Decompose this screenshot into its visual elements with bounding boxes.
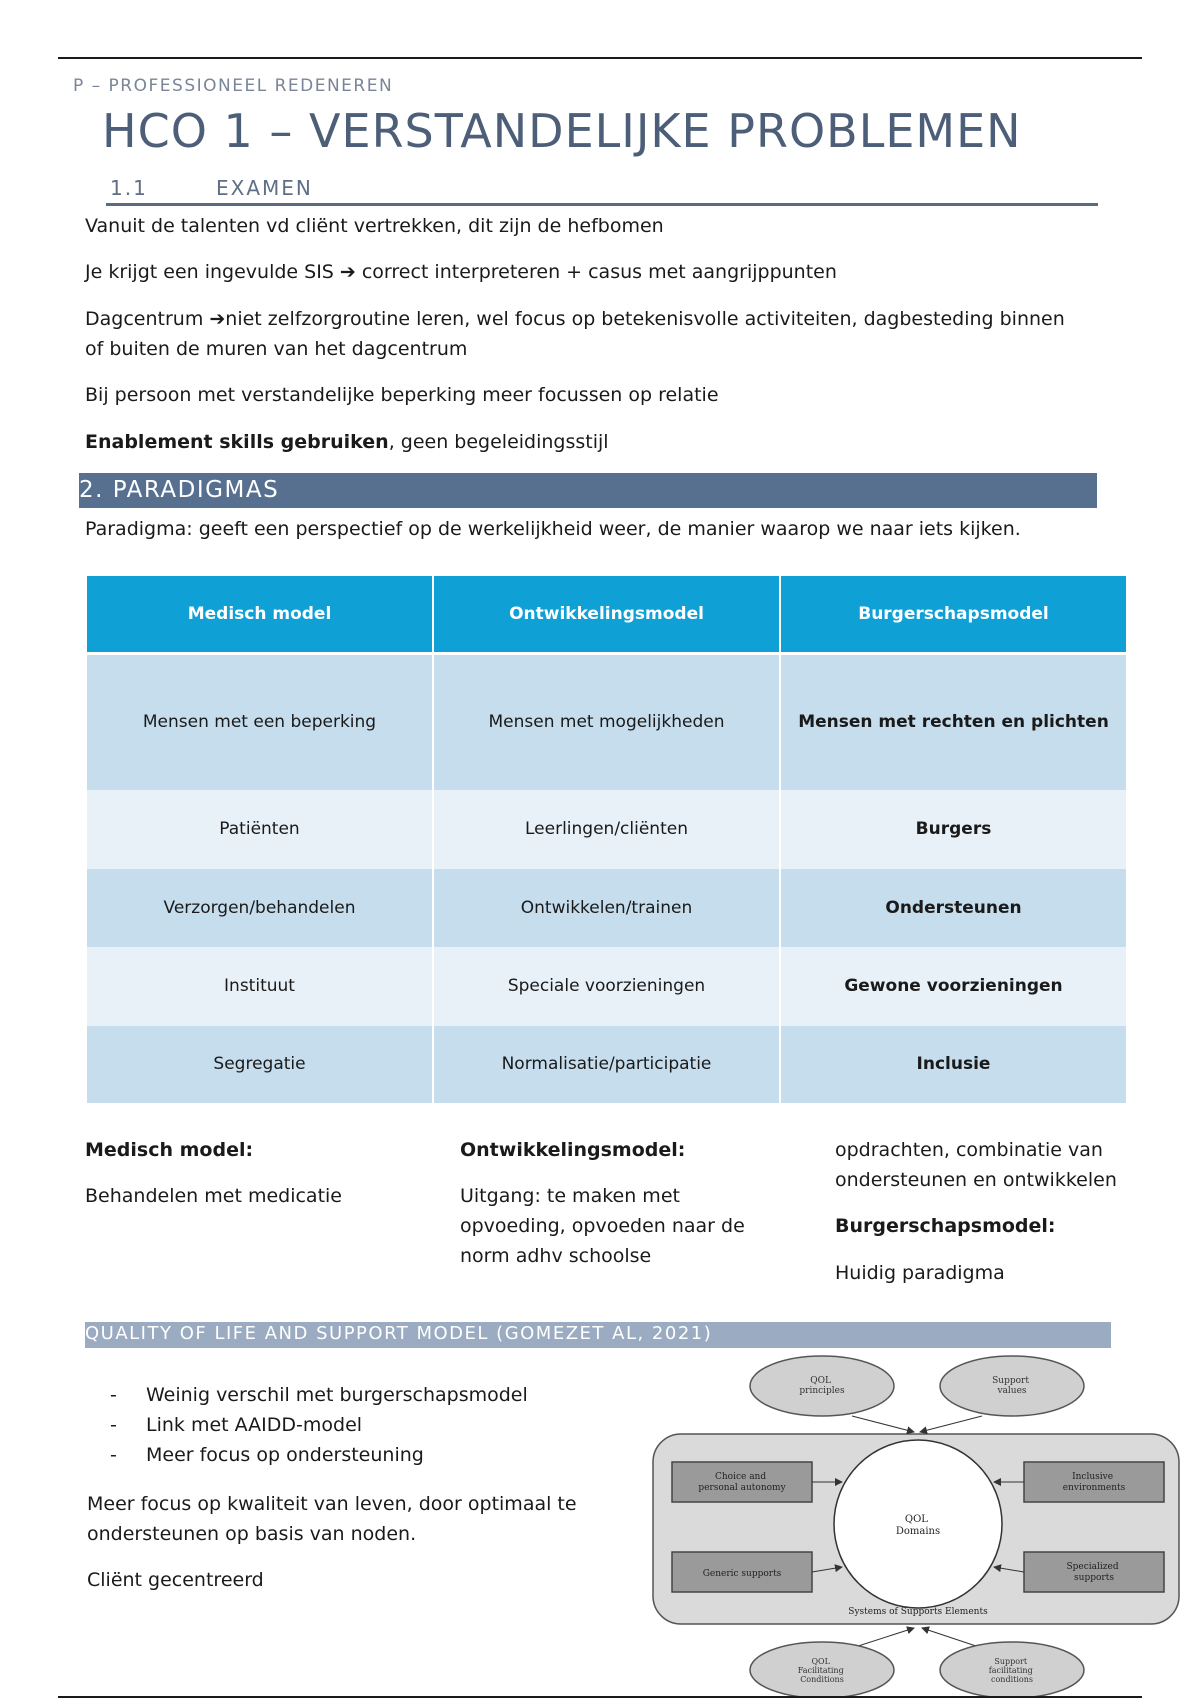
- qol-domains-label: QOL Domains: [895, 1514, 941, 1537]
- ontwikkelingsmodel-text-2: opvoeding, opvoeden naar de: [460, 1215, 745, 1237]
- choice-autonomy-label: Choice and personal autonomy: [698, 1472, 786, 1493]
- section-number: 1.1: [110, 176, 148, 200]
- medisch-model-text: Behandelen met medicatie: [85, 1185, 342, 1207]
- list-item-text: Meer focus op ondersteuning: [146, 1444, 424, 1466]
- table-row: [86, 947, 1127, 1026]
- support-facilitating-conditions-label: Support facilitating conditions: [988, 1657, 1033, 1684]
- table-cell: Mensen met rechten en plichten: [780, 654, 1127, 790]
- table-header-burgerschap: Burgerschapsmodel: [780, 576, 1127, 654]
- table-cell: Leerlingen/cliënten: [433, 790, 780, 869]
- examen-paragraph-1: Vanuit de talenten vd cliënt vertrekken, dit zijn de hefbomen: [85, 215, 664, 237]
- qol-support-model-diagram: [652, 1352, 1180, 1697]
- support-values-label: Support values: [992, 1376, 1029, 1396]
- enablement-skills-rest: , geen begeleidingsstijl: [388, 431, 609, 453]
- table-header-row: [86, 576, 1127, 654]
- qol-heading: QUALITY OF LIFE AND SUPPORT MODEL (GOMEZET AL, 2021): [85, 1323, 713, 1344]
- list-item-text: Link met AAIDD-model: [146, 1414, 363, 1436]
- table-cell: Inclusie: [780, 1026, 1127, 1103]
- paradigms-table: [85, 576, 1128, 1103]
- table-cell: Mensen met een beperking: [86, 654, 433, 790]
- qol-facilitating-conditions-label: QOL Facilitating Conditions: [797, 1657, 844, 1684]
- paradigmas-heading: 2. PARADIGMAS: [79, 477, 280, 503]
- table-header-ontwikkeling: Ontwikkelingsmodel: [433, 576, 780, 654]
- ontwikkelingsmodel-text-3: norm adhv schoolse: [460, 1245, 652, 1267]
- table-cell: Normalisatie/participatie: [433, 1026, 780, 1103]
- systems-of-supports-label: Systems of Supports Elements: [848, 1607, 988, 1617]
- table-row: [86, 1026, 1127, 1103]
- table-cell: Burgers: [780, 790, 1127, 869]
- specialized-supports-box: [1024, 1552, 1164, 1592]
- ontwikkelingsmodel-continued-2: ondersteunen en ontwikkelen: [835, 1169, 1117, 1191]
- table-cell: Ontwikkelen/trainen: [433, 869, 780, 947]
- burgerschapsmodel-title: Burgerschapsmodel:: [835, 1215, 1056, 1237]
- burgerschapsmodel-text: Huidig paradigma: [835, 1262, 1005, 1284]
- qol-principles-label: QOL principles: [799, 1376, 845, 1396]
- table-row: [86, 869, 1127, 947]
- qol-paragraph-1b: ondersteunen op basis van noden.: [87, 1523, 417, 1545]
- table-cell: Instituut: [86, 947, 433, 1026]
- qol-bullet-list: [110, 1380, 528, 1470]
- table-row: [86, 790, 1127, 869]
- specialized-supports-label: Specialized supports: [1066, 1562, 1119, 1583]
- table-row: [86, 654, 1127, 790]
- examen-paragraph-4: Bij persoon met verstandelijke beperking meer focussen op relatie: [85, 384, 719, 406]
- table-cell: Patiënten: [86, 790, 433, 869]
- table-cell: Verzorgen/behandelen: [86, 869, 433, 947]
- page-title: HCO 1 – VERSTANDELIJKE PROBLEMEN: [102, 104, 1022, 158]
- list-item: - Link met AAIDD-model: [110, 1414, 363, 1436]
- bottom-rule: [58, 1696, 1142, 1698]
- running-head: P – PROFESSIONEEL REDENEREN: [73, 76, 394, 96]
- section-title: EXAMEN: [216, 176, 313, 200]
- examen-paragraph-5: [85, 427, 1095, 457]
- generic-supports-label: Generic supports: [702, 1569, 782, 1579]
- list-item: - Weinig verschil met burgerschapsmodel: [110, 1384, 528, 1406]
- table-cell: Segregatie: [86, 1026, 433, 1103]
- qol-paragraph-1a: Meer focus op kwaliteit van leven, door optimaal te: [87, 1493, 577, 1515]
- qol-paragraph-2: Cliënt gecentreerd: [87, 1569, 264, 1591]
- examen-paragraph-2: Je krijgt een ingevulde SIS ➔ correct interpreteren + casus met aangrijppunten: [85, 261, 837, 283]
- choice-autonomy-box: [672, 1462, 812, 1502]
- table-cell: Gewone voorzieningen: [780, 947, 1127, 1026]
- list-item: - Meer focus op ondersteuning: [110, 1444, 424, 1466]
- table-cell: Ondersteunen: [780, 869, 1127, 947]
- ontwikkelingsmodel-text-1: Uitgang: te maken met: [460, 1185, 680, 1207]
- enablement-skills-bold: Enablement skills gebruiken: [85, 431, 389, 453]
- table-cell: Speciale voorzieningen: [433, 947, 780, 1026]
- ontwikkelingsmodel-continued-1: opdrachten, combinatie van: [835, 1139, 1103, 1161]
- examen-paragraph-3: Dagcentrum ➔niet zelfzorgroutine leren, wel focus op betekenisvolle activiteiten, dagbesteding binnen of buiten de muren van het dagcentrum: [85, 308, 1065, 360]
- table-header-medisch: Medisch model: [86, 576, 433, 654]
- top-rule: [58, 57, 1142, 59]
- medisch-model-title: Medisch model:: [85, 1139, 254, 1161]
- ontwikkelingsmodel-title: Ontwikkelingsmodel:: [460, 1139, 686, 1161]
- inclusive-environments-label: Inclusive environments: [1062, 1472, 1126, 1493]
- table-cell: Mensen met mogelijkheden: [433, 654, 780, 790]
- section-rule: [106, 203, 1098, 206]
- list-item-text: Weinig verschil met burgerschapsmodel: [146, 1384, 528, 1406]
- paradigmas-intro: Paradigma: geeft een perspectief op de werkelijkheid weer, de manier waarop we naar iets kijken.: [85, 518, 1021, 540]
- inclusive-environments-box: [1024, 1462, 1164, 1502]
